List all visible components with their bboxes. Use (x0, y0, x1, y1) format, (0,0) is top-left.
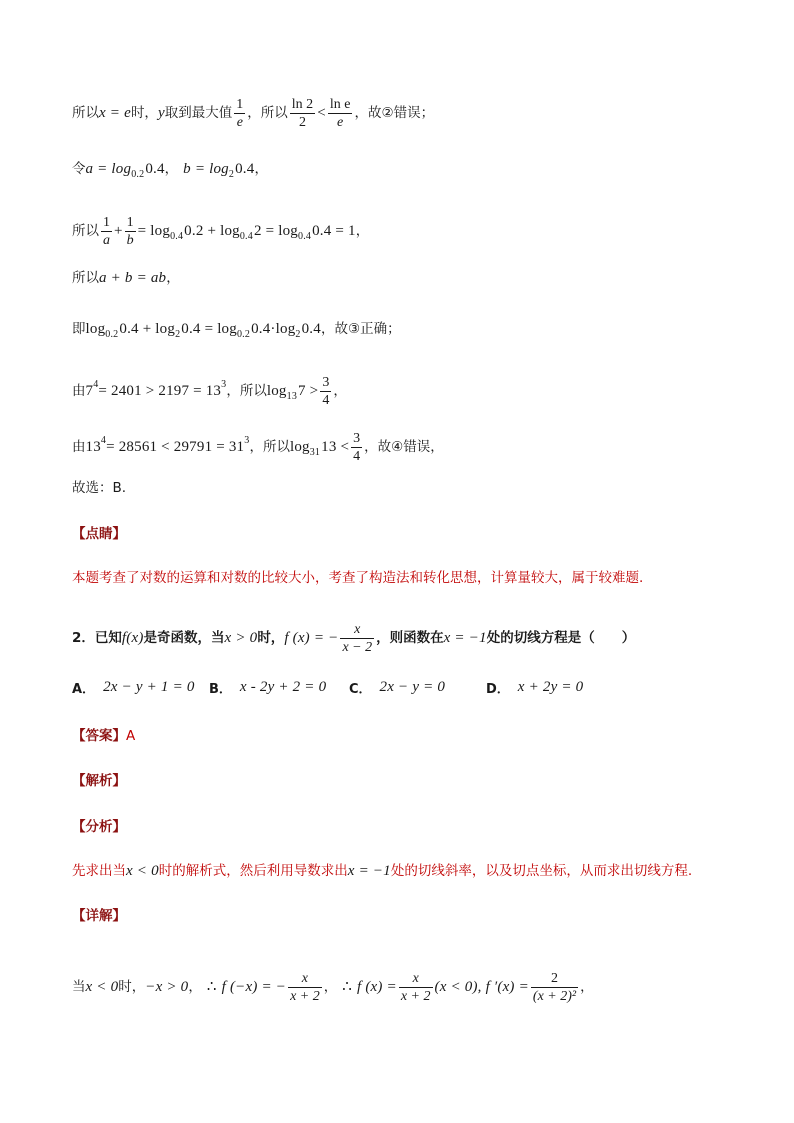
option-expr: 2x − y + 1 = 0 (103, 679, 195, 695)
math-sub: 0.4 (239, 230, 253, 242)
frac-den: x − 2 (342, 640, 373, 655)
math-log: log (266, 383, 287, 399)
fraction-1-over-a (101, 214, 112, 249)
option-b (209, 678, 326, 697)
frac-den: (x + 2)² (532, 989, 577, 1004)
text-suoyi: 所以 (72, 222, 99, 239)
math-sub: 31 (309, 446, 321, 458)
text-zhengque: 正确； (360, 320, 401, 337)
text-shi: 时， (118, 978, 146, 995)
text-comma-suoyi: ，所以 (249, 438, 290, 455)
heading-xiangjie (72, 910, 126, 924)
frac-num: x (354, 622, 361, 637)
math-val: 0.4 = log (181, 321, 237, 337)
math-x-lt-0: x < 0 (126, 863, 159, 879)
math-val: 0.4 + log (119, 321, 176, 337)
text-you: 由 (72, 382, 86, 399)
q2-text: 是奇函数，当 (143, 629, 225, 646)
option-label: C． (349, 682, 372, 697)
text-ji: 即 (72, 320, 86, 337)
option-a (72, 678, 195, 697)
text-gu: ，故 (354, 104, 382, 121)
frac-den: b (126, 233, 134, 248)
text-cuowu: 错误， (403, 438, 444, 455)
frac-num: 1 (103, 215, 110, 230)
math-val: 0.4 (301, 321, 321, 337)
text-guxuan: 故选：B. (72, 480, 127, 496)
math-val: 0.4 (235, 161, 255, 177)
answer-value: A (126, 728, 136, 744)
heading-fenxi (72, 821, 126, 835)
text-comma: ， (254, 160, 268, 177)
math-f-x: f (x) = (357, 979, 397, 995)
math-sup: 4 (100, 434, 107, 446)
text-comma-suoyi: ，所以 (247, 104, 288, 121)
math-sub: 0.4 (298, 230, 312, 242)
math-apb-eq-ab: a + b = ab (99, 270, 167, 286)
circled-4: ④ (391, 438, 404, 455)
option-label: B． (209, 682, 232, 697)
math-sub: 2 (295, 328, 301, 340)
text-comma: ， (164, 160, 179, 177)
option-d (486, 678, 583, 697)
frac-num: x (412, 971, 419, 986)
fraction-ln2-over-2 (290, 96, 315, 131)
text-shi: 时， (130, 104, 158, 121)
frac-num: 1 (126, 215, 134, 230)
math-lt: < (317, 105, 326, 121)
fraction-lne-over-e (328, 96, 353, 131)
option-expr: x + 2y = 0 (517, 679, 584, 695)
option-expr: x - 2y + 2 = 0 (239, 679, 327, 695)
math-x-eq-neg1: x = −1 (347, 863, 391, 879)
math-val: 0.4 = 1 (312, 223, 356, 239)
math-x-gt-0: x > 0 (224, 630, 258, 646)
math-sub: 0.2 (236, 328, 251, 340)
frac-den: e (236, 115, 243, 130)
math-sub: 0.2 (105, 328, 119, 340)
math-y: y (157, 105, 165, 121)
math-eq: = 28561 < 29791 = 31 (106, 439, 245, 455)
math-seven: 7 (85, 383, 94, 399)
section-heading: 【分析】 (72, 819, 126, 835)
math-val: 0.4 (145, 161, 165, 177)
math-sub: 0.2 (131, 168, 145, 180)
math-val: 0.4·log (251, 321, 296, 337)
fraction-1-over-b (125, 214, 136, 249)
fraction-1-over-e (234, 96, 245, 131)
frac-num: 3 (322, 375, 330, 390)
text-cuowu: 错误； (393, 104, 435, 121)
fraction-2-over-sq (531, 970, 578, 1005)
fraction-x-over-x-plus-2 (399, 970, 433, 1005)
math-sub: 0.4 (170, 230, 184, 242)
option-label: D． (486, 682, 510, 697)
math-thirteen: 13 (85, 439, 101, 455)
frac-den: a (103, 233, 110, 248)
math-sub: 13 (286, 390, 298, 402)
text-comma: ， (166, 269, 180, 286)
math-sub: 2 (228, 168, 235, 180)
fraction-3-over-4 (351, 430, 362, 465)
heading-dianjing (72, 528, 126, 542)
math-sub: 2 (175, 328, 181, 340)
circled-2: ② (381, 104, 394, 121)
text-ling: 令 (72, 160, 86, 177)
frac-den: 2 (298, 115, 306, 130)
line-max-value (72, 96, 434, 131)
text-comma: ， (188, 978, 202, 995)
line-comment (72, 572, 643, 586)
math-x-eq-neg1: x = −1 (443, 630, 487, 646)
math-plus: + (114, 223, 123, 239)
frac-num: 1 (236, 97, 244, 112)
line-a-plus-b (72, 271, 180, 286)
math-sup: 3 (221, 378, 227, 390)
question-2 (72, 621, 635, 656)
line-reciprocal-sum (72, 214, 369, 249)
frac-den: e (337, 115, 344, 130)
line-compare-13 (72, 430, 444, 465)
text-gu: ，故 (320, 320, 348, 337)
math-val: 13 < (321, 439, 350, 455)
section-heading: 【详解】 (72, 908, 126, 924)
frac-den: 4 (353, 449, 361, 464)
frac-num: 3 (353, 431, 361, 446)
analysis-text: 时的解析式，然后利用导数求出 (158, 862, 348, 879)
line-answer-choice (72, 482, 126, 496)
math-a-eq-log: a = log (85, 161, 132, 177)
text-gu: ，故 (364, 438, 392, 455)
q2-text: 处的切线方程是（ ） (486, 629, 636, 646)
frac-num: x (301, 971, 309, 986)
frac-num: ln e (329, 97, 351, 112)
q2-number: 2．已知 (72, 629, 122, 646)
option-c (349, 678, 445, 697)
line-define-ab (72, 160, 268, 180)
text-comma: ， (323, 978, 338, 995)
text-comma: ， (580, 978, 594, 995)
section-heading: 【答案】 (72, 728, 126, 744)
math-log: log (289, 439, 310, 455)
fraction-x-over-x-plus-2 (288, 970, 322, 1005)
text-comment: 本题考查了对数的运算和对数的比较大小，考查了构造法和转化思想，计算量较大，属于较难题. (72, 570, 644, 586)
text-suoyi: 所以 (72, 104, 99, 121)
math-x-eq-e: x = e (99, 105, 131, 121)
analysis-text: 先求出当 (72, 862, 126, 879)
line-identity-3 (72, 320, 401, 340)
math-val: 2 = log (253, 223, 298, 239)
line-answer (72, 730, 135, 744)
therefore-symbol: ∴ (342, 979, 352, 995)
frac-den: 4 (322, 393, 330, 408)
math-val: 7 > (298, 383, 319, 399)
section-heading: 【点睛】 (72, 526, 126, 542)
math-eq-log: = log (137, 223, 171, 239)
text-comma: ， (355, 222, 370, 239)
analysis-text: 处的切线斜率，以及切点坐标，从而求出切线方程. (390, 862, 693, 879)
text-suoyi: 所以 (72, 269, 99, 286)
text-you: 由 (72, 438, 86, 455)
heading-jiexi (72, 775, 126, 789)
line-detail (72, 970, 594, 1005)
math-sup: 3 (244, 434, 250, 446)
math-sup: 4 (93, 378, 99, 390)
math-cond-fprime: (x < 0), f ′(x) = (434, 979, 529, 995)
frac-den: x + 2 (400, 989, 431, 1004)
fraction-x-over-x-minus-2 (340, 621, 374, 656)
text-dang: 当 (72, 978, 86, 995)
math-x-lt-0: x < 0 (85, 979, 119, 995)
math-val: 0.2 + log (184, 223, 240, 239)
frac-num: 2 (551, 971, 558, 986)
frac-num: ln 2 (291, 97, 314, 112)
q2-text: 时， (257, 629, 285, 646)
section-heading: 【解析】 (72, 773, 126, 789)
text-comma: ， (333, 382, 347, 399)
line-compare-7 (72, 374, 347, 409)
math-negx-gt-0: −x > 0 (145, 979, 189, 995)
math-log: log (85, 321, 106, 337)
text-comma-suoyi: ，所以 (226, 382, 267, 399)
math-fx: f(x) (121, 630, 144, 646)
option-label: A． (72, 682, 96, 697)
therefore-symbol: ∴ (206, 979, 217, 995)
fraction-3-over-4 (320, 374, 331, 409)
math-fx-eq: f (x) = − (284, 630, 339, 646)
math-eq: = 2401 > 2197 = 13 (98, 383, 222, 399)
line-analysis (72, 864, 692, 879)
math-f-negx: f (−x) = − (221, 979, 287, 995)
text-quzui: 取到最大值 (164, 104, 233, 121)
option-expr: 2x − y = 0 (379, 679, 446, 695)
circled-3: ③ (347, 320, 361, 337)
frac-den: x + 2 (290, 989, 320, 1004)
q2-text: ，则函数在 (376, 629, 444, 646)
math-b-eq-log: b = log (183, 161, 229, 177)
